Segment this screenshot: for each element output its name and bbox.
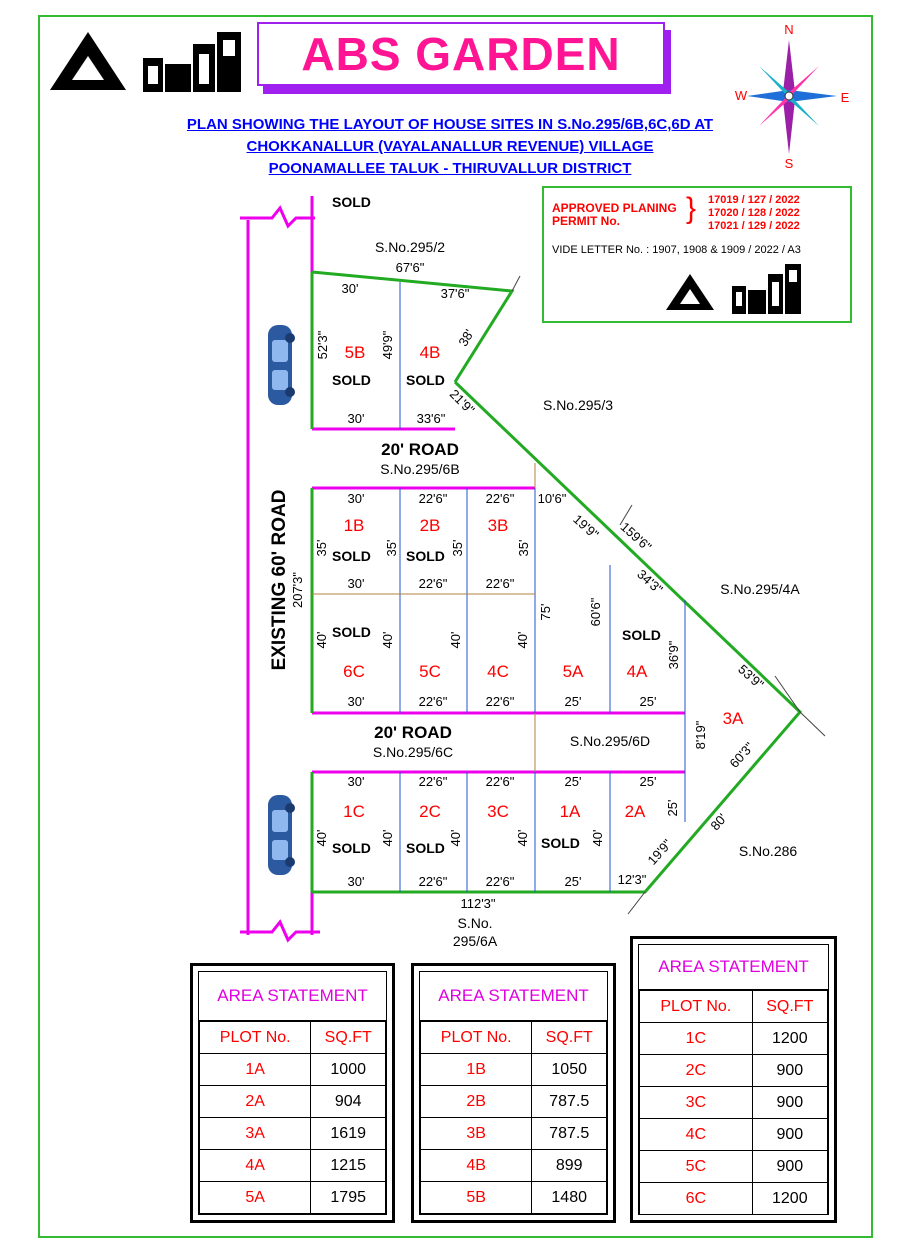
dim: 25'	[564, 874, 582, 889]
heading-line-2: CHOKKANALLUR (VAYALANALLUR REVENUE) VILLAGE	[246, 138, 654, 155]
plot-cell: 5A	[200, 1182, 311, 1214]
dim: 8'19"	[693, 720, 708, 750]
plot-cell: 4A	[200, 1150, 311, 1182]
survey-295-3: S.No.295/3	[542, 397, 614, 413]
dim: 12'3"	[617, 872, 647, 887]
compass-west: W	[734, 88, 748, 103]
dim: 30'	[341, 281, 359, 296]
survey-295-6a-line1: S.No.	[457, 915, 493, 931]
plot-cell: 1A	[200, 1054, 311, 1086]
plot-cell: 2C	[640, 1055, 753, 1087]
dim: 30'	[347, 576, 365, 591]
table-row	[640, 1023, 828, 1055]
plot-cell: 3A	[200, 1118, 311, 1150]
plot-cell: 2B	[421, 1086, 532, 1118]
table-row	[421, 1086, 607, 1118]
plot-cell: 6C	[640, 1183, 753, 1215]
plot-1c: 1C	[343, 802, 365, 821]
dim: 19'9"	[570, 511, 602, 542]
plot-cell: 2A	[200, 1086, 311, 1118]
table-title: AREA STATEMENT	[639, 945, 828, 990]
road-c-name: 20' ROAD	[374, 723, 452, 742]
table-row	[200, 1182, 386, 1214]
table-row	[200, 1118, 386, 1150]
plot-cell: 4B	[421, 1150, 532, 1182]
survey-295-4a: S.No.295/4A	[720, 581, 800, 597]
sold-label: SOLD	[332, 372, 371, 388]
permit-label-2: PERMIT No.	[552, 214, 620, 228]
sold-label: SOLD	[332, 548, 371, 564]
dim: 35'	[314, 539, 329, 557]
dim: 19'9"	[644, 836, 675, 868]
dim: 33'6"	[416, 411, 446, 426]
plot-2c: 2C	[419, 802, 441, 821]
column-header-sqft: SQ.FT	[752, 991, 827, 1023]
table-title: AREA STATEMENT	[199, 972, 386, 1021]
dim: 38'	[455, 326, 477, 349]
sold-label: SOLD	[332, 840, 371, 856]
dim: 60'6"	[588, 597, 603, 627]
plot-2b: 2B	[419, 516, 441, 535]
sold-label: SOLD	[406, 840, 445, 856]
dim: 49'9"	[380, 330, 395, 360]
dim: 67'6"	[395, 260, 425, 275]
sqft-cell: 1795	[311, 1182, 386, 1214]
dim: 35'	[384, 539, 399, 557]
plot-cell: 1C	[640, 1023, 753, 1055]
dim: 207'3"	[290, 571, 305, 609]
sqft-cell: 1215	[311, 1150, 386, 1182]
dim: 22'6"	[485, 874, 515, 889]
sqft-cell: 787.5	[532, 1086, 607, 1118]
plot-cell: 5B	[421, 1182, 532, 1214]
sqft-cell: 1200	[752, 1023, 827, 1055]
area-statement-table-a	[190, 963, 395, 1223]
survey-295-2: S.No.295/2	[374, 239, 446, 255]
compass-south: S	[784, 156, 794, 171]
plot-cell: 5C	[640, 1151, 753, 1183]
dim: 22'6"	[418, 774, 448, 789]
dim: 40'	[380, 631, 395, 649]
dim: 40'	[515, 829, 530, 847]
sqft-cell: 1200	[752, 1183, 827, 1215]
compass-north: N	[784, 22, 794, 37]
plot-1b: 1B	[343, 516, 365, 535]
road-b-name: 20' ROAD	[381, 440, 459, 459]
sold-label: SOLD	[406, 548, 445, 564]
dim: 10'6"	[537, 491, 567, 506]
dim: 40'	[314, 631, 329, 649]
dim: 30'	[347, 491, 365, 506]
dim: 40'	[590, 829, 605, 847]
table-row	[421, 1054, 607, 1086]
plot-3c: 3C	[487, 802, 509, 821]
dim: 25'	[564, 774, 582, 789]
dim: 53'9"	[735, 661, 767, 692]
plot-6c: 6C	[343, 662, 365, 681]
permit-number-2: 17020 / 128 / 2022	[708, 207, 800, 219]
column-header-plot: PLOT No.	[421, 1022, 532, 1054]
sold-label: SOLD	[406, 372, 445, 388]
sqft-cell: 1480	[532, 1182, 607, 1214]
dim: 30'	[347, 694, 365, 709]
dim: 25'	[665, 799, 680, 817]
table-row	[640, 1119, 828, 1151]
dim: 21'9"	[446, 386, 478, 418]
plot-cell: 4C	[640, 1119, 753, 1151]
permit-label-1: APPROVED PLANING	[552, 201, 677, 215]
road-b-survey: S.No.295/6B	[380, 461, 460, 477]
dim: 75'	[538, 603, 553, 621]
table-row	[421, 1118, 607, 1150]
sold-label: SOLD	[332, 194, 371, 210]
compass-east: E	[840, 90, 850, 105]
table-row	[640, 1151, 828, 1183]
dim: 30'	[347, 874, 365, 889]
plot-3b: 3B	[487, 516, 509, 535]
plot-4a: 4A	[626, 662, 648, 681]
heading-line-1: PLAN SHOWING THE LAYOUT OF HOUSE SITES IN S.No.295/6B,6C,6D AT	[186, 116, 714, 133]
table-title: AREA STATEMENT	[420, 972, 607, 1021]
sqft-cell: 1000	[311, 1054, 386, 1086]
dim: 40'	[314, 829, 329, 847]
table-row	[640, 1055, 828, 1087]
dim: 35'	[516, 539, 531, 557]
existing-road-label: EXISTING 60' ROAD	[269, 489, 290, 671]
table-row	[640, 1087, 828, 1119]
area-statement-table-c	[630, 936, 837, 1223]
dim: 37'6"	[440, 286, 470, 301]
dim: 159'6"	[617, 519, 655, 555]
dim: 22'6"	[485, 694, 515, 709]
plot-3a: 3A	[722, 709, 744, 728]
dim: 60'3"	[726, 739, 757, 771]
survey-295-6d: S.No.295/6D	[569, 733, 651, 749]
permit-number-1: 17019 / 127 / 2022	[708, 194, 800, 206]
plot-5a: 5A	[562, 662, 584, 681]
table-row	[200, 1086, 386, 1118]
survey-295-6a-line2: 295/6A	[452, 933, 498, 949]
dim: 30'	[347, 774, 365, 789]
sqft-cell: 900	[752, 1087, 827, 1119]
sqft-cell: 900	[752, 1119, 827, 1151]
survey-286: S.No.286	[738, 843, 798, 859]
sold-label: SOLD	[541, 835, 580, 851]
dim: 40'	[380, 829, 395, 847]
sqft-cell: 1619	[311, 1118, 386, 1150]
plot-4b: 4B	[419, 343, 441, 362]
table-row	[421, 1150, 607, 1182]
sqft-cell: 1050	[532, 1054, 607, 1086]
dim: 22'6"	[418, 491, 448, 506]
dim: 40'	[515, 631, 530, 649]
dim: 22'6"	[485, 576, 515, 591]
table-row	[640, 1183, 828, 1215]
dim: 22'6"	[485, 774, 515, 789]
dim: 22'6"	[418, 874, 448, 889]
project-title: ABS GARDEN	[301, 28, 621, 80]
sqft-cell: 787.5	[532, 1118, 607, 1150]
plot-4c: 4C	[487, 662, 509, 681]
sold-label: SOLD	[332, 624, 371, 640]
dim: 35'	[450, 539, 465, 557]
dim: 36'9"	[666, 640, 681, 670]
plot-5b: 5B	[344, 343, 366, 362]
dim: 52'3"	[315, 330, 330, 360]
plot-cell: 3B	[421, 1118, 532, 1150]
column-header-plot: PLOT No.	[200, 1022, 311, 1054]
table-row	[200, 1054, 386, 1086]
sqft-cell: 900	[752, 1055, 827, 1087]
vide-letter: VIDE LETTER No. : 1907, 1908 & 1909 / 2022 / A3	[552, 244, 801, 256]
dim: 22'6"	[418, 576, 448, 591]
car-bottom-icon	[268, 795, 295, 875]
dim: 25'	[639, 694, 657, 709]
dim: 22'6"	[418, 694, 448, 709]
sold-label: SOLD	[622, 627, 661, 643]
plot-5c: 5C	[419, 662, 441, 681]
dim: 80'	[707, 810, 730, 834]
plot-2a: 2A	[624, 802, 646, 821]
plot-cell: 1B	[421, 1054, 532, 1086]
dim: 25'	[564, 694, 582, 709]
plot-1a: 1A	[559, 802, 581, 821]
brace-icon: }	[686, 192, 697, 225]
dim: 22'6"	[485, 491, 515, 506]
table-row	[200, 1150, 386, 1182]
table-row	[421, 1182, 607, 1214]
dim: 30'	[347, 411, 365, 426]
car-top-icon	[268, 325, 295, 405]
sqft-cell: 904	[311, 1086, 386, 1118]
column-header-sqft: SQ.FT	[532, 1022, 607, 1054]
dim: 40'	[448, 631, 463, 649]
dim: 112'3"	[460, 896, 496, 911]
plot-cell: 3C	[640, 1087, 753, 1119]
dim: 34'3"	[634, 566, 666, 597]
area-statement-table-b	[411, 963, 616, 1223]
heading-line-3: POONAMALLEE TALUK - THIRUVALLUR DISTRICT	[268, 160, 632, 177]
dim: 40'	[448, 829, 463, 847]
road-c-survey: S.No.295/6C	[372, 744, 454, 760]
sqft-cell: 900	[752, 1151, 827, 1183]
column-header-sqft: SQ.FT	[311, 1022, 386, 1054]
column-header-plot: PLOT No.	[640, 991, 753, 1023]
sqft-cell: 899	[532, 1150, 607, 1182]
permit-number-3: 17021 / 129 / 2022	[708, 220, 800, 232]
dim: 25'	[639, 774, 657, 789]
